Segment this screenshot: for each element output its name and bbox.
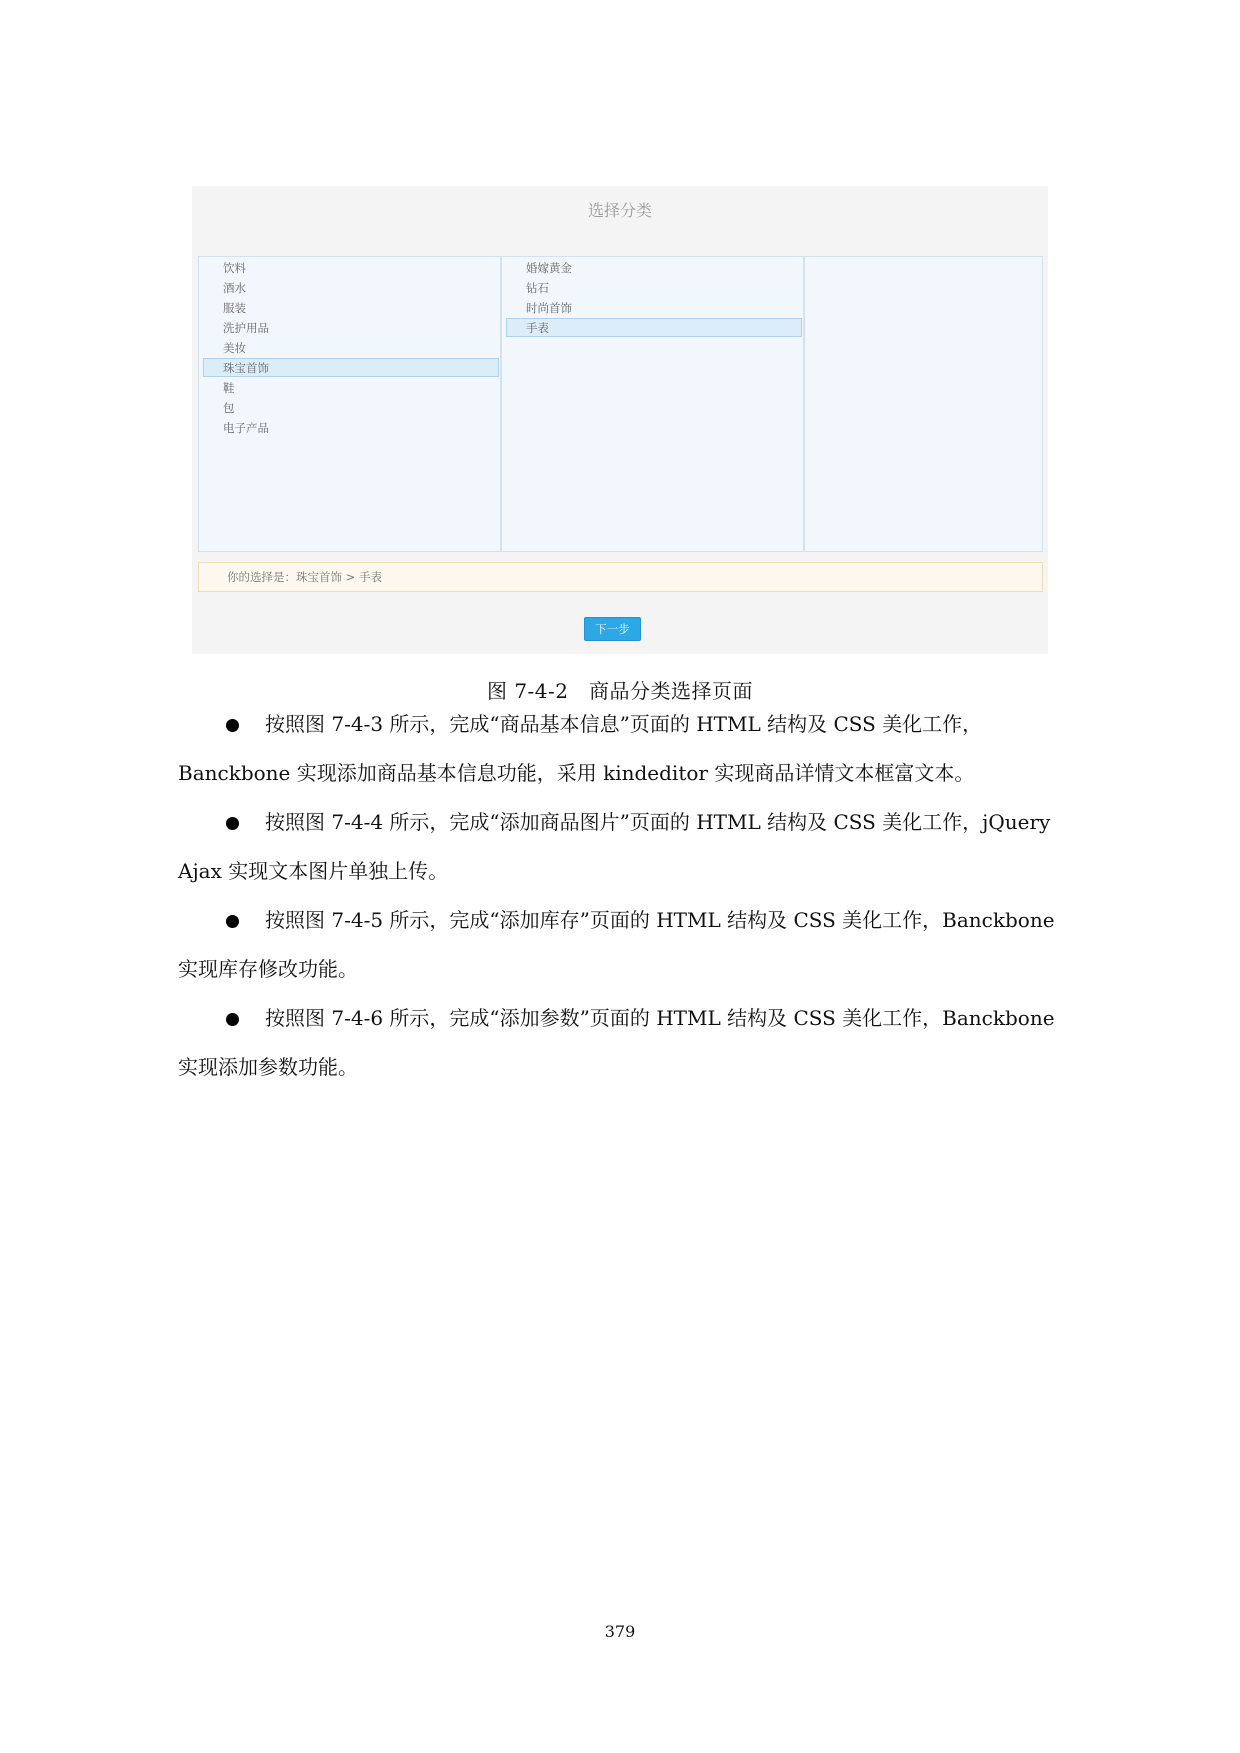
- bullet-icon: [226, 915, 239, 928]
- category-item[interactable]: 时尚首饰: [526, 301, 572, 315]
- paragraph-line: Ajax 实现文本图片单独上传。: [178, 859, 449, 883]
- category-column-level3: [805, 257, 1042, 551]
- category-item[interactable]: 美妆: [223, 341, 246, 355]
- category-item[interactable]: 电子产品: [223, 421, 269, 435]
- selection-summary: 你的选择是：珠宝首饰 > 手表: [198, 562, 1043, 592]
- screenshot-title: 选择分类: [587, 201, 652, 220]
- category-item[interactable]: 服装: [223, 301, 246, 315]
- category-item[interactable]: 洗护用品: [223, 321, 269, 335]
- bullet-icon: [226, 719, 239, 732]
- category-item[interactable]: 饮料: [223, 261, 246, 275]
- category-column-level1: [199, 257, 502, 551]
- paragraph-3: [178, 896, 1066, 994]
- figure-caption: 图 7-4-2 商品分类选择页面: [486, 679, 754, 703]
- category-column-level2: [502, 257, 805, 551]
- paragraph-1: [178, 700, 1066, 798]
- category-item[interactable]: 酒水: [223, 281, 246, 295]
- category-item[interactable]: 包: [223, 401, 235, 415]
- paragraph-line: 按照图 7-4-6 所示，完成“添加参数”页面的 HTML 结构及 CSS 美化工作，Banckbone: [265, 1006, 1055, 1030]
- category-item[interactable]: 珠宝首饰: [203, 358, 499, 377]
- paragraph-line: 按照图 7-4-5 所示，完成“添加库存”页面的 HTML 结构及 CSS 美化工作，Banckbone: [265, 908, 1055, 932]
- paragraph-line: 按照图 7-4-4 所示，完成“添加商品图片”页面的 HTML 结构及 CSS 美化工作，jQuery: [265, 810, 1051, 834]
- category-item[interactable]: 婚嫁黄金: [526, 261, 572, 275]
- paragraph-line: Banckbone 实现添加商品基本信息功能，采用 kindeditor 实现商品详情文本框富文本。: [178, 761, 975, 785]
- page-number: 379: [604, 1622, 636, 1641]
- category-columns: [198, 256, 1043, 552]
- next-step-button[interactable]: 下一步: [584, 617, 641, 641]
- bullet-icon: [226, 817, 239, 830]
- paragraph-2: [178, 798, 1066, 896]
- category-item[interactable]: 钻石: [526, 281, 549, 295]
- paragraph-line: 按照图 7-4-3 所示，完成“商品基本信息”页面的 HTML 结构及 CSS 美化工作，: [265, 712, 983, 736]
- category-selector-screenshot: [192, 186, 1048, 654]
- category-item[interactable]: 鞋: [223, 381, 235, 395]
- category-item[interactable]: 手表: [506, 318, 802, 337]
- paragraph-line: 实现添加参数功能。: [178, 1055, 358, 1079]
- paragraph-line: 实现库存修改功能。: [178, 957, 358, 981]
- paragraph-4: [178, 994, 1066, 1092]
- bullet-icon: [226, 1013, 239, 1026]
